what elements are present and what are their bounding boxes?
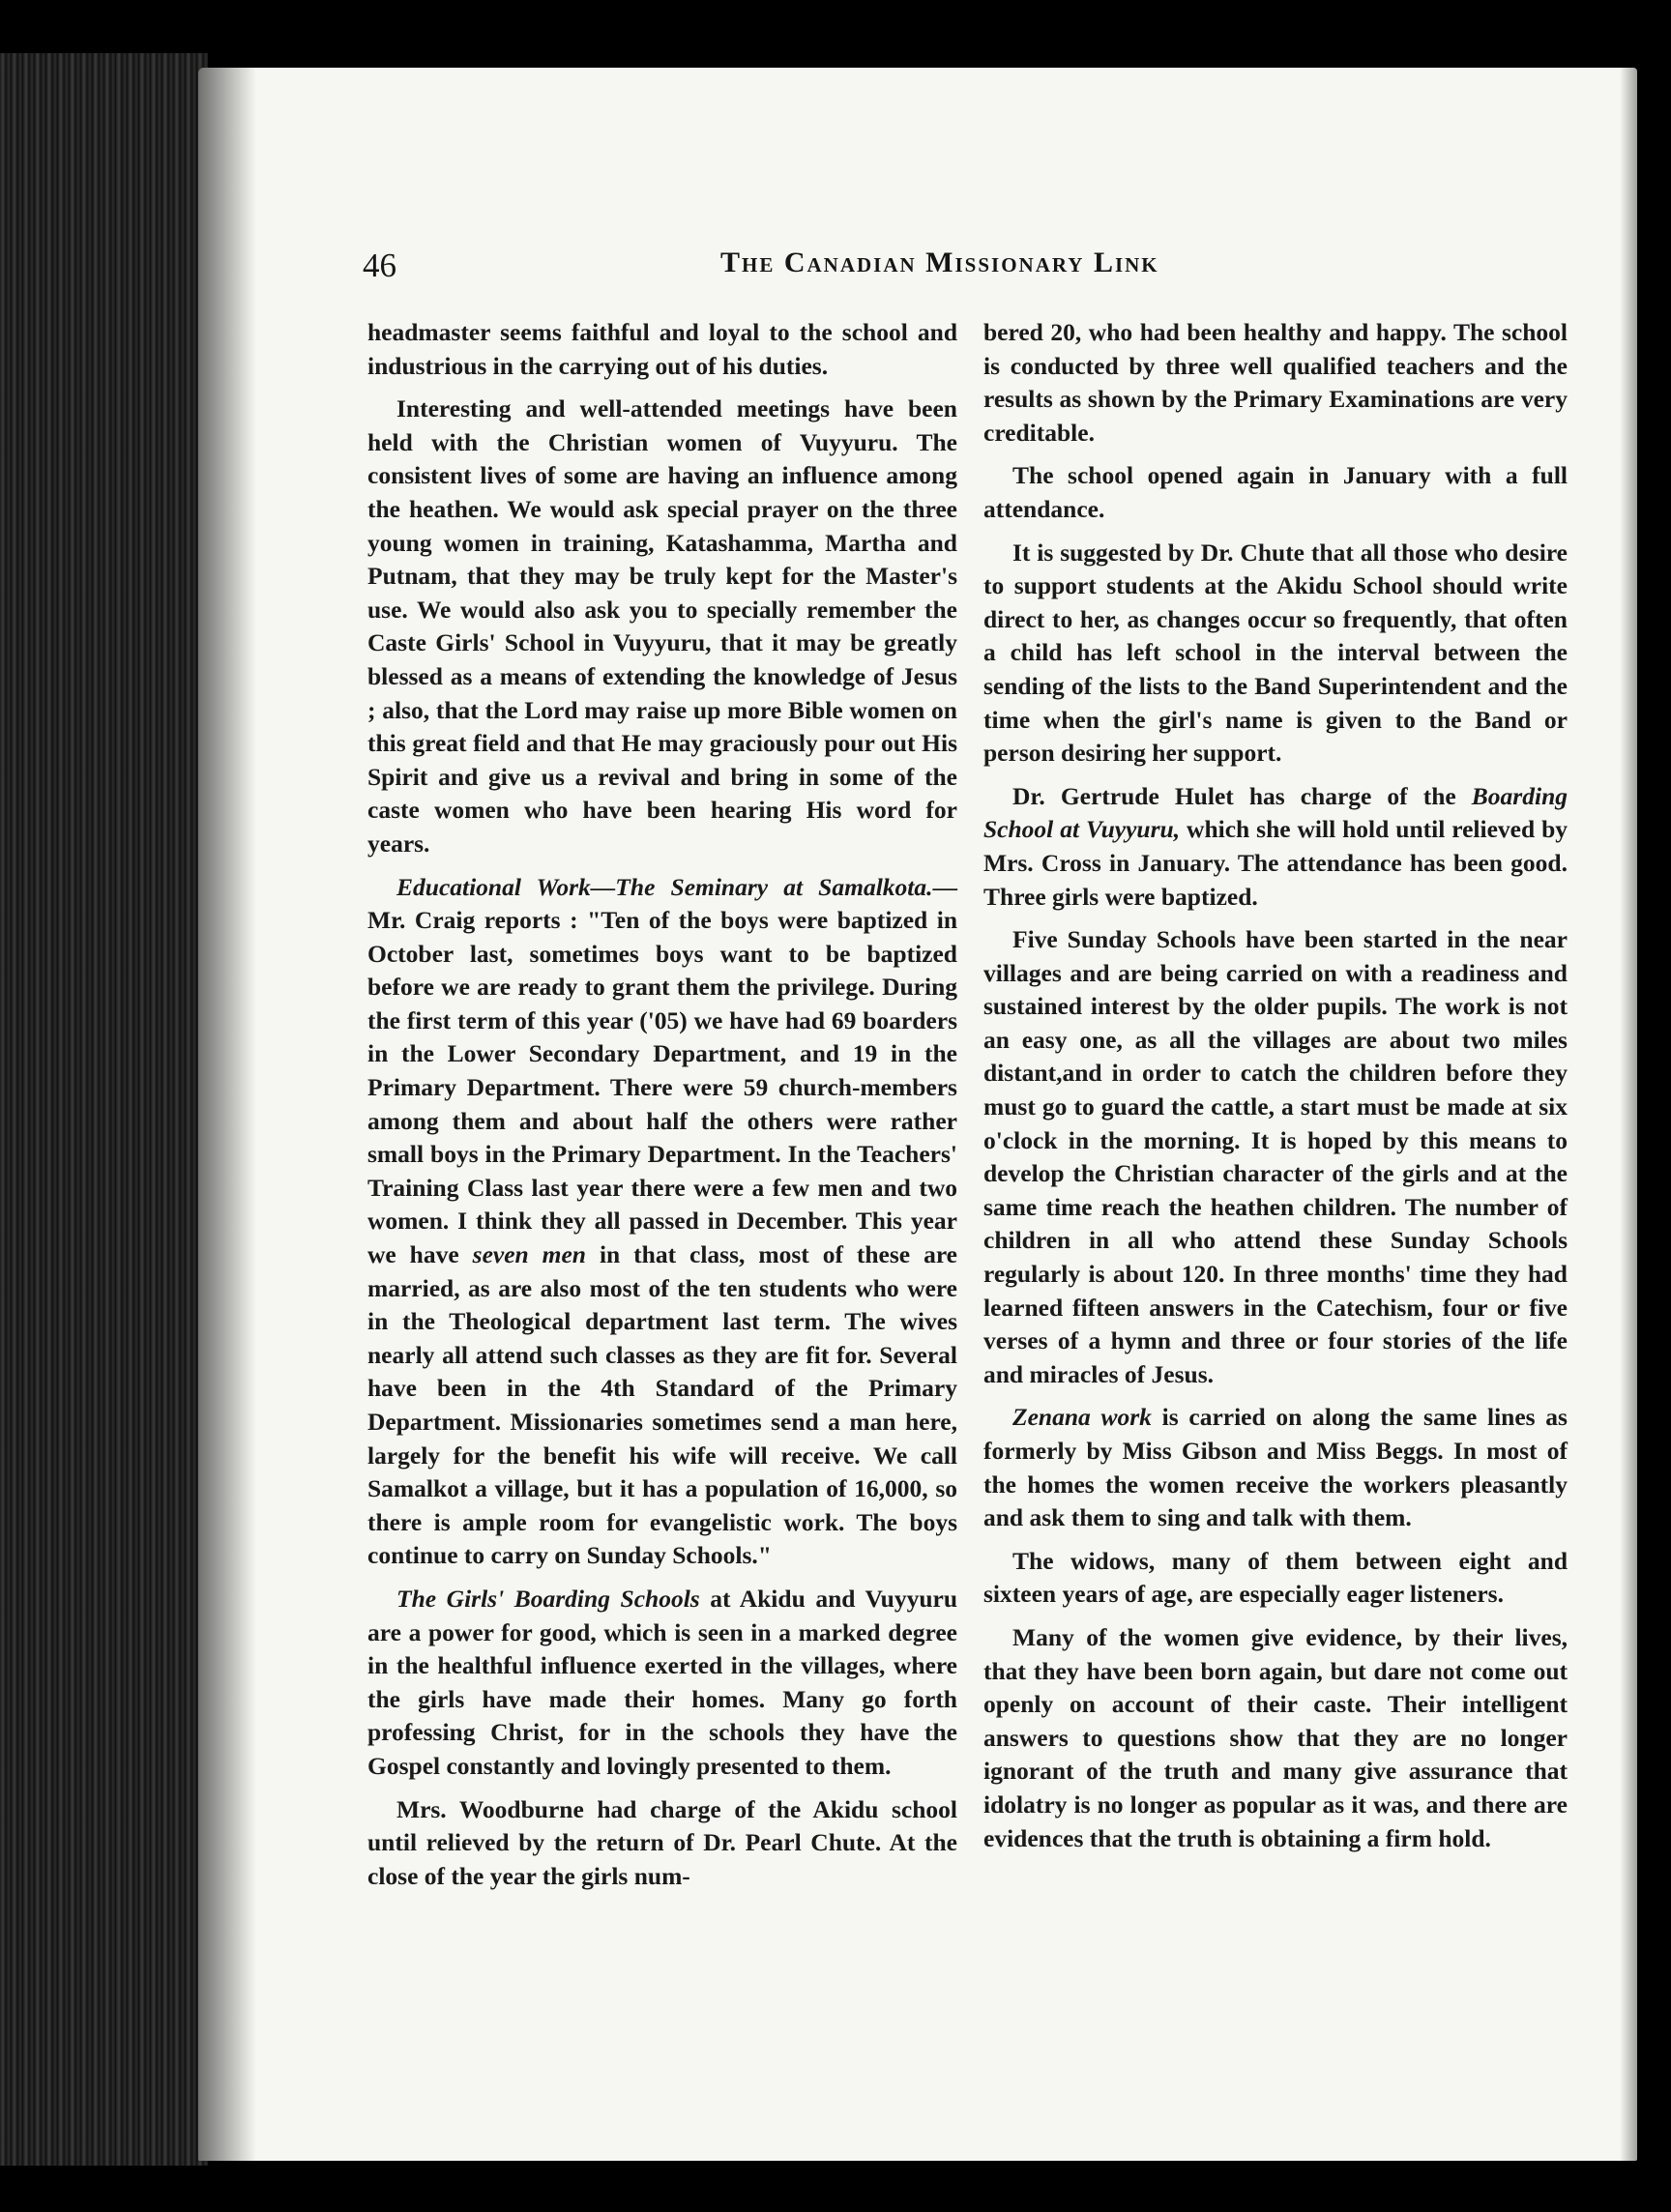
paragraph-text: Dr. Gertrude Hulet has charge of the xyxy=(1012,781,1456,810)
paragraph: headmaster seems faithful and loyal to the school and industrious in the carrying out of his duties. xyxy=(367,318,957,380)
paragraph-text: —Mr. Craig reports : "Ten of the boys were baptized in October last, sometimes boys want to be baptized before we are ready to grant them the privilege. During the first term of this year ('05) we have had 69 boarders in the Lower Secondary Department, and 19 in the Primary Department. There were 59 church-members among them and about half the others were rather small boys in the Primary Department. In the Teachers' Training Class last year there were a few men and two women. I think they all passed in December. This year we have xyxy=(367,872,957,1269)
paragraph-text: in that class, most of these are married, as are also most of the ten students who were in the Theological department last term. The wives nearly all attend such classes as they are fit for. Several have been in the 4th Standard of the Primary Department. Missionaries sometimes send a man here, largely for the benefit his wife will receive. We call Samalkot a village, but it has a population of 16,000, so there is ample room for evangelistic work. The boys continue to carry on Sunday Schools." xyxy=(367,1240,957,1570)
paragraph: Five Sunday Schools have been started in the near villages and are being carried on with a readiness and sustained interest by the older pupils. The work is not an easy one, as all the villages are about two miles distant,and in order to catch the children before they must go to guard the cattle, a start must be made at six o'clock in the morning. It is hoped by this means to develop the Christian character of the girls and at the same time reach the heathen children. The number of children in all who attend these Sunday Schools regularly is about 120. In three months' time they had learned fifteen answers in the Catechism, four or five verses of a hymn and three or four stories of the life and miracles of Jesus. xyxy=(983,925,1568,1388)
paragraph: Mrs. Woodburne had charge of the Akidu school until relieved by the return of Dr. Pearl Chute. At the close of the year the girls num- xyxy=(367,1794,957,1890)
emphasis: seven men xyxy=(472,1240,586,1269)
page-number: 46 xyxy=(363,247,396,284)
running-title: The Canadian Missionary Link xyxy=(720,247,1159,278)
paragraph-text: at Akidu and Vuyyuru are a power for good, which is seen in a marked degree in the healthful influence exerted in the villages, where the girls have made their homes. Many go forth professing Christ, for in the schools they have the Gospel constantly and lovingly presented to them. xyxy=(367,1584,957,1780)
left-column xyxy=(367,316,957,1903)
paragraph: Many of the women give evidence, by their lives, that they have been born again, but dare not come out openly on account of their caste. Their intelligent answers to questions show that they are no longer ignorant of the truth and many give assurance that idolatry is no longer as popular as it was, and there are evidences that the truth is obtaining a firm hold. xyxy=(983,1622,1568,1852)
paragraph: The school opened again in January with a full attendance. xyxy=(983,461,1568,523)
gutter-shadow xyxy=(198,68,256,2161)
paragraph: bered 20, who had been healthy and happy. The school is conducted by three well qualified teachers and the results as shown by the Primary Examinations are very creditable. xyxy=(983,318,1568,447)
paragraph: The widows, many of them between eight and sixteen years of age, are especially eager listeners. xyxy=(983,1546,1568,1609)
book-page xyxy=(198,68,1637,2161)
paragraph: Interesting and well-attended meetings have been held with the Christian women of Vuyyuru. The consistent lives of some are having an influence among the heathen. We would ask special prayer on the three young women in training, Katashamma, Martha and Putnam, that they may be truly kept for the Master's use. We would also ask you to specially remember the Caste Girls' School in Vuyyuru, that it may be greatly blessed as a means of extending the knowledge of Jesus ; also, that the Lord may raise up more Bible women on this great field and that He may graciously pour out His Spirit and give us a revival and bring in some of the caste women who have been hearing His word for years. xyxy=(367,394,957,858)
section-heading: Educational Work—The Seminary at Samalkota. xyxy=(396,872,933,901)
paragraph-text: is carried on along the same lines as formerly by Miss Gibson and Miss Beggs. In most of the homes the women receive the workers pleasantly and ask them to sing and talk with them. xyxy=(983,1403,1568,1532)
paragraph xyxy=(367,871,957,1573)
paragraph xyxy=(983,1401,1568,1534)
section-heading: The Girls' Boarding Schools xyxy=(396,1584,700,1613)
paragraph xyxy=(367,1583,957,1784)
book-page-edges xyxy=(0,53,208,2166)
page-edge-shadow xyxy=(1620,68,1637,2161)
paragraph xyxy=(983,780,1568,914)
section-heading: Zenana work xyxy=(1012,1403,1152,1432)
paragraph-text: which she will hold until relieved by Mrs. Cross in January. The attendance has been good. Three girls were baptized. xyxy=(983,815,1568,911)
section-heading: Boarding School at Vuyyuru, xyxy=(983,781,1568,844)
paragraph: It is suggested by Dr. Chute that all those who desire to support students at the Akidu School should write direct to her, as changes occur so frequently, that often a child has left school in the interval between the sending of the lists to the Band Superintendent and the time when the girl's name is given to the Band or person desiring her support. xyxy=(983,538,1568,768)
right-column xyxy=(983,316,1568,1865)
